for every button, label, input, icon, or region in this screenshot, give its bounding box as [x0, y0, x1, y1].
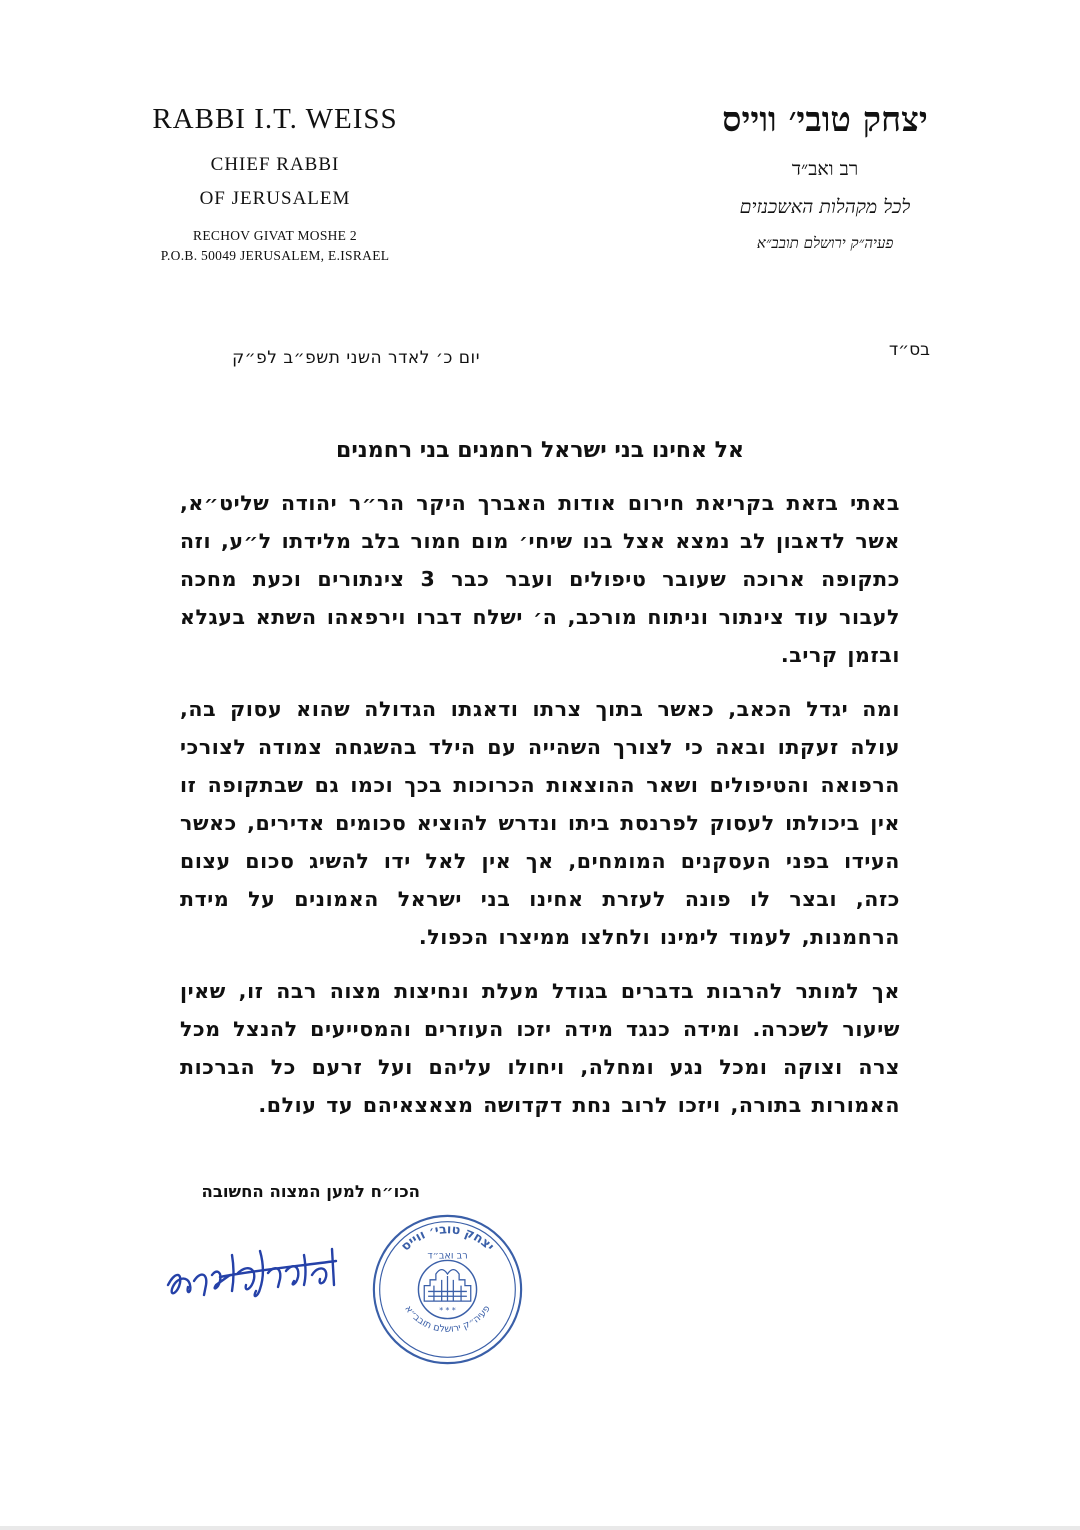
letter-body	[180, 484, 900, 1140]
page-bottom-edge	[0, 1526, 1080, 1530]
svg-text:פעיה״ק ירושלם תובב״א: פעיה״ק ירושלם תובב״א	[402, 1303, 493, 1335]
body-paragraph-3: אך למותר להרבות בדברים בגודל מעלת ונחיצות מצוה רבה זו, שאין שיעור לשכרה. ומידה כנגד מידה יזכו העוזרים והמסייעים להנצל מכל צרה וצוקה ומכל נגע ומחלה, ויחולו עליהם ועל זרעם כל הברכות האמורות בתורה, ויזכו לרוב נחת דקדושה מצאצאיהם עד עולם.	[180, 979, 900, 1117]
rabbi-name-hebrew: יצחק טובי׳ ווייס	[722, 100, 928, 140]
handwritten-signature	[160, 1215, 360, 1325]
letter-date: יום כ׳ לאדר השני תשפ״ב לפ״ק	[232, 348, 480, 368]
signoff-line: הכו״ח למען המצוה החשובה	[201, 1182, 420, 1201]
address-line-1: RECHOV GIVAT MOSHE 2	[193, 228, 357, 243]
body-paragraph-1: באתי בזאת בקריאת חירום אודות האברך היקר הר״ר יהודה שליט״א, אשר לדאבון לב נמצא אצל בנו שיחי׳ מום חמור בלב מלידתו ל״ע, וזה כתקופה ארוכה שעובר טיפולים ועבר כבר 3 צינתורים וכעת מחכה לעבור עוד צינתור וניתוח מורכב, ה׳ ישלח דברו וירפאהו השתא בעגלא ובזמן קריב.	[180, 491, 900, 667]
rabbinical-seal-stamp	[370, 1212, 525, 1367]
svg-text:יצחק טובי׳ ווייס: יצחק טובי׳ ווייס	[397, 1221, 498, 1254]
title-line-2-english: OF JERUSALEM	[199, 188, 351, 209]
title-line-2-hebrew: לכל מקהלות האשכנזים	[739, 196, 911, 218]
english-letterhead	[130, 100, 420, 266]
title-line-1-english: CHIEF RABBI	[210, 154, 340, 175]
hebrew-letterhead	[690, 100, 960, 254]
body-paragraph-2: ומה יגדל הכאב, כאשר בתוך צרתו ודאגתו הגדולה שהוא עסוק בה, עולה זעקתו ובאה כי לצורך השהייה עם הילד בהשגחה צמודה לצורכי הרפואה והטיפולים ושאר ההוצאות הכרוכות בכך וכמו גם שבתקופה זו אין ביכולתו לעסוק לפרנסת ביתו ונדרש להוציא סכומים אדירים, כאשר העידו בפני העסקנים המומחים, אך אין לאל ידו להשיג סכום עצום כזה, ובצר לו פונה לעזרת אחינו בני ישראל האמונים על מידת הרחמנות, לעמוד לימינו ולחלצו ממיצרו הכפול.	[180, 697, 900, 949]
title-line-1-hebrew: רב ואב״ד	[791, 158, 859, 180]
svg-text:רב ואב״ד: רב ואב״ד	[427, 1250, 468, 1262]
address-hebrew: פעיה״ק ירושלם תובב״א	[756, 234, 894, 252]
svg-text:* * *: * * *	[439, 1305, 456, 1315]
address-line-2: P.O.B. 50049 JERUSALEM, E.ISRAEL	[160, 248, 390, 263]
besiyata-dishmaya: בס״ד	[888, 340, 930, 360]
letter-heading: אל אחינו בני ישראל רחמנים בני רחמנים	[336, 438, 744, 463]
rabbi-name-english: RABBI I.T. WEISS	[152, 103, 398, 135]
